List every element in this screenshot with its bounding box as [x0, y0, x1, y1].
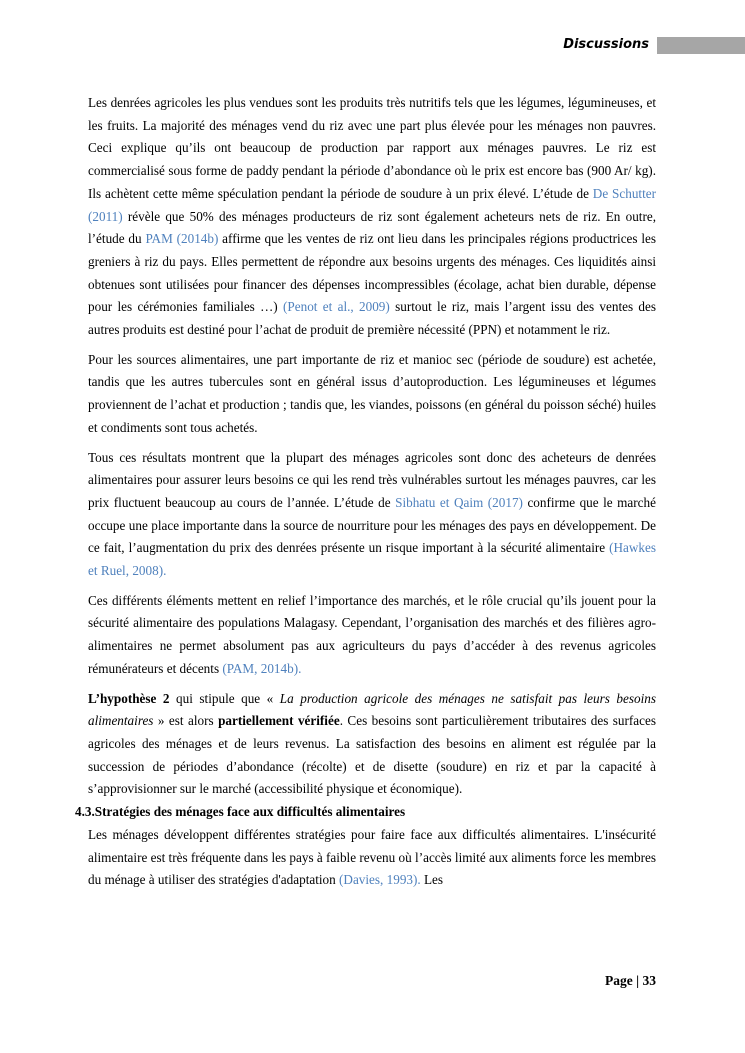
citation-link[interactable]: (Penot et al., 2009) [283, 299, 390, 315]
paragraph-1 [88, 92, 656, 342]
text: qui stipule que « [169, 690, 280, 706]
paragraph-5 [88, 688, 656, 802]
text: . Ces besoins sont particulièrement tributaires des surfaces agricoles des ménages et de leurs revenus. La satisfaction des besoins en aliment est régulée par la succession de périodes d’abondance (récolte) et de disette (soudure) en riz et par la capacité à s’approvisionner sur le marché (accessibilité physique et économique). [88, 713, 656, 797]
citation-link[interactable]: Sibhatu et Qaim (2017) [395, 494, 523, 510]
paragraph-2 [88, 349, 656, 440]
citation-link[interactable]: De Schutter (2011) [88, 185, 656, 224]
text: confirme que le marché occupe une place importante dans la source de nourriture pour les ménages des pays en développement. De ce fait, l’augmentation du prix des denrées présente un risque important à la sécurité alimentaire [88, 494, 656, 556]
bold-text: partiellement vérifiée [218, 713, 340, 729]
text: Les ménages développent différentes stratégies pour faire face aux difficultés alimentaires. L'insécurité alimentaire est très fréquente dans les pays à faible revenu où l’accès limité aux aliments force les membres du ménage à utiliser des stratégies d'adaptation [88, 826, 656, 888]
text: Les denrées agricoles les plus vendues sont les produits très nutritifs tels que les légumes, légumineuses, et les fruits. La majorité des ménages vend du riz avec une part plus élevée pour les ménages non pauvres. Ceci explique qu’ils ont beaucoup de production par rapport aux ménages pauvres. Le riz est commercialisé sous forme de paddy pendant la période d’abondance où le prix est encore bas (900 Ar/ kg). Ils achètent cette même spéculation pendant la période de soudure à un prix élevé. L’étude de [88, 95, 656, 201]
text: Ces différents éléments mettent en relief l’importance des marchés, et le rôle crucial qu’ils jouent pour la sécurité alimentaire des populations Malagasy. Cependant, l’organisation des marchés et des filières agro-alimentaires ne permet absolument pas aux agriculteurs du pays d’accéder à des revenus agricoles rémunérateurs et décents [88, 592, 656, 676]
text: Pour les sources alimentaires, une part importante de riz et manioc sec (période de soudure) est achetée, tandis que les autres tubercules sont en général issus d’autoproduction. Les légumineuses et légumes proviennent de l’achat et production ; tandis que, les viandes, poissons (en général du poisson séché) huiles et condiments sont tous achetés. [88, 351, 656, 435]
header-bar [657, 37, 745, 54]
text: révèle que 50% des ménages producteurs de riz sont également acheteurs nets de riz. En outre, l’étude du [88, 208, 656, 247]
paragraph-4 [88, 590, 656, 681]
paragraph-3 [88, 447, 656, 583]
italic-quote: La production agricole des ménages ne satisfait pas leurs besoins alimentaires [88, 690, 656, 729]
bold-text: L’hypothèse 2 [88, 690, 170, 706]
section-heading: 4.3.Stratégies des ménages face aux difficultés alimentaires [75, 804, 406, 820]
citation-link[interactable]: (PAM, 2014b). [222, 660, 302, 676]
citation-link[interactable]: PAM (2014b) [145, 231, 219, 247]
text: » est alors [153, 713, 219, 729]
paragraph-6 [88, 824, 656, 892]
text: Les [420, 872, 444, 888]
text: surtout le riz, mais l’argent issu des ventes des autres produits est destiné pour l’achat de produit de première nécessité (PPN) et notamment le riz. [88, 299, 656, 338]
page-number: Page | 33 [605, 973, 656, 988]
text: Tous ces résultats montrent que la plupart des ménages agricoles sont donc des acheteurs de denrées alimentaires pour assurer leurs besoins ce qui les rend très vulnérables surtout les ménages pauvres, car les prix fluctuent beaucoup au cours de l’année. L’étude de [88, 449, 656, 510]
text: affirme que les ventes de riz ont lieu dans les principales régions productrices les greniers à riz du pays. Elles permettent de répondre aux besoins urgents des ménages. Ces liquidités ainsi obtenues sont utilisées pour financer des dépenses incompressibles (écolage, achat bien durable, dépense pour les cérémonies familiales …) [88, 231, 656, 315]
body-text [75, 92, 656, 899]
header-title: Discussions [563, 37, 649, 52]
citation-link[interactable]: (Davies, 1993). [339, 872, 421, 888]
citation-link[interactable]: (Hawkes et Ruel, 2008). [88, 540, 656, 579]
